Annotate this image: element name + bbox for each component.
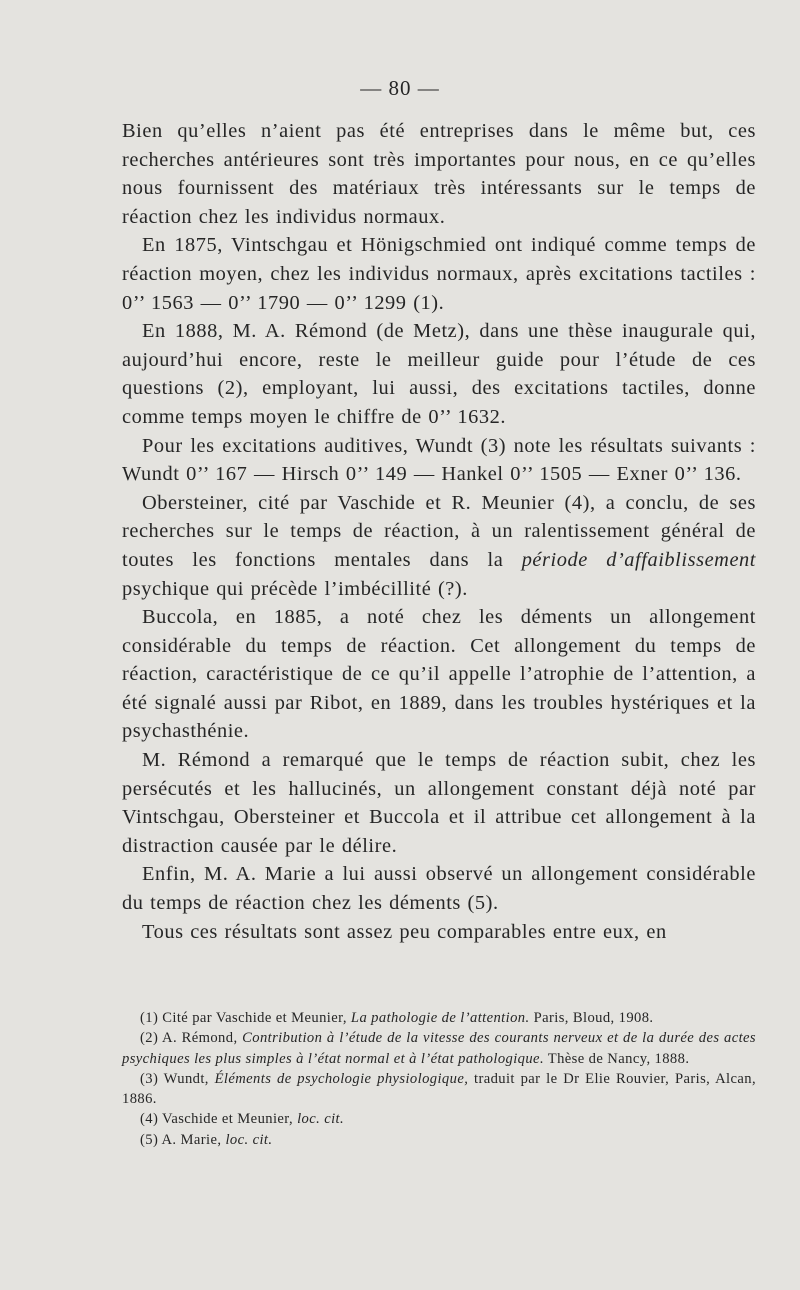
text-span: (1) Cité par Vaschide et Meunier, bbox=[140, 1010, 351, 1026]
footnote bbox=[122, 1028, 756, 1069]
text-span: Buccola, en 1885, a noté chez les déments un allongement considérable du temps de réaction. Cet allongement du temps de réaction, caractéristique de ce qu’il appelle l’atrophie de l’attention, a été signalé aussi par Ribot, en 1889, dans les troubles hystériques et la psychasthénie. bbox=[122, 606, 756, 743]
text-span: Paris, Bloud, 1908. bbox=[529, 1010, 654, 1026]
paragraph bbox=[122, 317, 756, 431]
footnote bbox=[122, 1109, 756, 1129]
page-number: — 80 — bbox=[360, 76, 440, 100]
main-text bbox=[122, 117, 756, 946]
text-span: Bien qu’elles n’aient pas été entreprises dans le même but, ces recherches antérieures sont très importantes pour nous, en ce qu’elles nous fournissent des matériaux très intéressants sur le temps de réaction chez les individus normaux. bbox=[122, 120, 756, 228]
footnotes bbox=[122, 1008, 756, 1150]
footnote bbox=[122, 1069, 756, 1110]
paragraph bbox=[122, 603, 756, 746]
paragraph bbox=[122, 489, 756, 603]
paragraph bbox=[122, 117, 756, 231]
text-span: Pour les excitations auditives, Wundt (3) note les résultats suivants : Wundt 0’’ 167 — Hirsch 0’’ 149 — Hankel 0’’ 1505 — Exner 0’’ 136. bbox=[122, 434, 756, 486]
text-span: En 1888, M. A. Rémond (de Metz), dans une thèse inaugurale qui, aujourd’hui encore, reste le meilleur guide pour l’étude de ces questions (2), employant, lui aussi, des excitations tactiles, donne comme temps moyen le chiffre de 0’’ 1632. bbox=[122, 320, 756, 428]
paragraph bbox=[122, 860, 756, 917]
paragraph bbox=[122, 918, 756, 947]
text-span: (2) A. Rémond, bbox=[140, 1030, 243, 1047]
text-span: (5) A. Marie, bbox=[140, 1131, 226, 1148]
text-span: traduit par le Dr Elie Rouvier, Paris, Alcan, 1886. bbox=[122, 1070, 757, 1108]
italic-span: loc. cit. bbox=[225, 1131, 273, 1148]
footnote bbox=[122, 1008, 756, 1028]
italic-span: La pathologie de l’attention. bbox=[350, 1010, 530, 1026]
text-span: Obersteiner, cité par Vaschide et R. Meunier (4), a conclu, de ses recherches sur le temps de réaction, à un ralentissement général de toutes les fonctions mentales dans la bbox=[122, 491, 756, 571]
text-span: Thèse de Nancy, 1888. bbox=[544, 1050, 690, 1067]
italic-span: Éléments de psychologie physiologique, bbox=[214, 1070, 469, 1087]
text-span: En 1875, Vintschgau et Hönigschmied ont indiqué comme temps de réaction moyen, chez les individus normaux, après excitations tactiles : 0’’ 1563 — 0’’ 1790 — 0’’ 1299 (1). bbox=[122, 234, 756, 314]
text-span: Tous ces résultats sont assez peu comparables entre eux, en bbox=[142, 920, 667, 943]
text-span: M. Rémond a remarqué que le temps de réaction subit, chez les persécutés et les hallucinés, un allongement constant déjà noté par Vintschgau, Obersteiner et Buccola et il attribue cet allongement à la distraction causée par le délire. bbox=[122, 749, 756, 857]
italic-span: loc. cit. bbox=[297, 1111, 345, 1128]
text-span: psychique qui précède l’imbécillité (?). bbox=[122, 577, 468, 600]
paragraph bbox=[122, 432, 756, 489]
paragraph bbox=[122, 231, 756, 317]
footnote bbox=[122, 1130, 756, 1150]
paragraph bbox=[122, 746, 756, 860]
text-span: (3) Wundt, bbox=[140, 1070, 215, 1087]
text-span: Enfin, M. A. Marie a lui aussi observé un allongement considérable du temps de réaction chez les déments (5). bbox=[122, 863, 756, 915]
italic-span: Contribution à l’étude de la vitesse des courants nerveux et de la durée des actes psychiques les plus simples à l’état normal et à l’état pathologique. bbox=[122, 1030, 756, 1067]
italic-span: période d’affaiblissement bbox=[521, 548, 757, 571]
text-span: (4) Vaschide et Meunier, bbox=[140, 1111, 298, 1128]
